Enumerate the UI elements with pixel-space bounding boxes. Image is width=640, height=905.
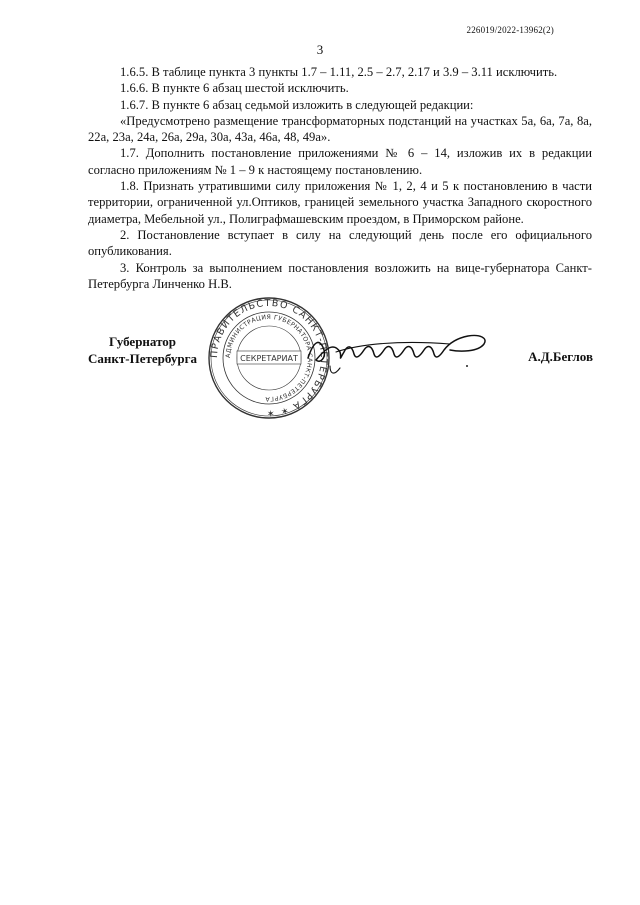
document-body bbox=[88, 64, 592, 292]
ink-dot bbox=[466, 365, 468, 367]
paragraph-1-6-5: 1.6.5. В таблице пункта 3 пункты 1.7 – 1.11, 2.5 – 2.7, 2.17 и 3.9 – 3.11 исключить. bbox=[120, 65, 558, 79]
signature-graphic bbox=[300, 322, 500, 382]
svg-text:АДМИНИСТРАЦИЯ ГУБЕРНАТОРА САНК: АДМИНИСТРАЦИЯ ГУБЕРНАТОРА САНКТ-ПЕТЕРБУРГА bbox=[224, 313, 314, 403]
signatory-title bbox=[88, 333, 197, 367]
signatory-name: А.Д.Беглов bbox=[528, 349, 593, 364]
paragraph-3: 3. Контроль за выполнением постановления возложить на вице-губернатора Санкт-Петербурга Линченко Н.В. bbox=[88, 260, 592, 291]
paragraph-1-8: 1.8. Признать утратившими силу приложения № 1, 2, 4 и 5 к постановлению в части территории, ограниченной ул.Оптиков, границей земельного участка Западного скоростного диаметра, Мебельной ул., Полиграфмашевским проездом, в Приморском районе. bbox=[88, 179, 592, 226]
svg-text:ПРАВИТЕЛЬСТВО САНКТ-ПЕТЕРБУРГА: ПРАВИТЕЛЬСТВО САНКТ-ПЕТЕРБУРГА ✶ ✶ bbox=[208, 297, 330, 419]
signatory-title-line2: Санкт-Петербурга bbox=[88, 351, 197, 366]
paragraph-1-6-6: 1.6.6. В пункте 6 абзац шестой исключить. bbox=[120, 81, 349, 96]
paragraph-1-6-7: 1.6.7. В пункте 6 абзац седьмой изложить в следующей редакции: bbox=[120, 97, 474, 112]
paragraph-1-7: 1.7. Дополнить постановление приложениями № 6 – 14, изложив их в редакции согласно приложениям № 1 – 9 к настоящему постановлению. bbox=[88, 146, 592, 177]
page-number: 3 bbox=[316, 42, 324, 57]
handwritten-signature bbox=[300, 322, 500, 387]
paragraph-quote: «Предусмотрено размещение трансформаторных подстанций на участках 5а, 6а, 7а, 8а, 22а, 23а, 24а, 26а, 29а, 30а, 43а, 46а, 48, 49а». bbox=[88, 113, 592, 145]
document-number: 226019/2022-13962(2) bbox=[466, 25, 554, 35]
svg-text:СЕКРЕТАРИАТ: СЕКРЕТАРИАТ bbox=[240, 354, 298, 363]
signatory-title-line1: Губернатор bbox=[108, 334, 177, 349]
paragraph-2: 2. Постановление вступает в силу на следующий день после его официального опубликования. bbox=[88, 227, 592, 259]
